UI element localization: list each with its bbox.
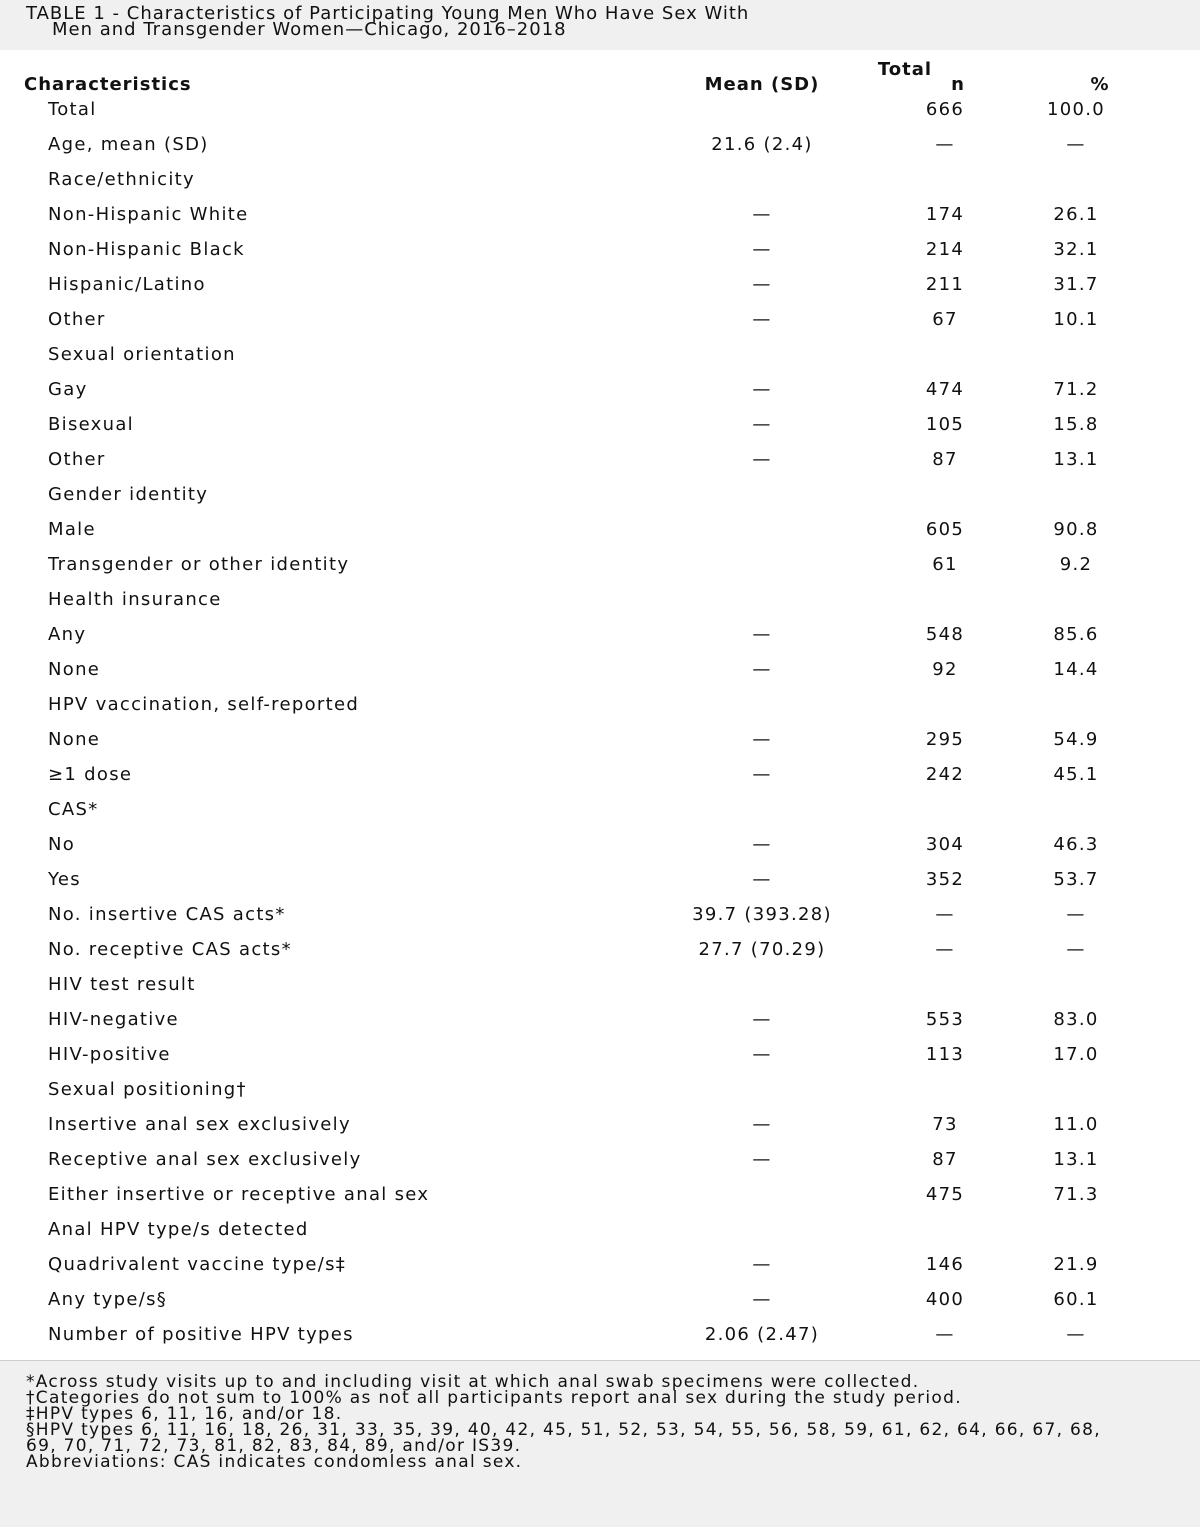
table-row <box>0 169 1200 204</box>
table-row <box>0 204 1200 239</box>
row-n: 304 <box>925 834 965 855</box>
row-n: 113 <box>925 1044 965 1065</box>
row-mean-sd: — <box>752 1114 772 1135</box>
row-pct: 100.0 <box>1046 99 1106 120</box>
row-pct: 10.1 <box>1053 309 1099 330</box>
row-label: Either insertive or receptive anal sex <box>48 1184 430 1205</box>
row-n: 475 <box>925 1184 965 1205</box>
row-label: No. receptive CAS acts* <box>48 939 292 960</box>
table-row <box>0 1149 1200 1184</box>
row-mean-sd: — <box>752 729 772 750</box>
table-row <box>0 1219 1200 1254</box>
row-pct: 71.3 <box>1053 1184 1099 1205</box>
row-mean-sd: — <box>752 239 772 260</box>
table-row <box>0 1289 1200 1324</box>
row-pct: 9.2 <box>1059 554 1093 575</box>
row-n: — <box>935 1324 955 1345</box>
row-pct: — <box>1066 904 1086 925</box>
table-row <box>0 1009 1200 1044</box>
row-label: Any <box>48 624 87 645</box>
row-pct: — <box>1066 134 1086 155</box>
header-total: Total <box>877 59 933 80</box>
row-pct: 13.1 <box>1053 1149 1099 1170</box>
footnote-any-type: §HPV types 6, 11, 16, 18, 26, 31, 33, 35, 39, 40, 42, 45, 51, 52, 53, 54, 55, 56, 58, 59, 61, 62, 64, 66, 67, 68, 69, 70, 71, 72, 73, 81, 82, 83, 84, 89, and/or IS39. <box>26 1420 1101 1456</box>
row-n: 146 <box>925 1254 965 1275</box>
row-n: 605 <box>925 519 965 540</box>
row-n: 666 <box>925 99 965 120</box>
row-mean-sd: — <box>752 1289 772 1310</box>
row-pct: 15.8 <box>1053 414 1099 435</box>
row-label: ≥1 dose <box>48 764 133 785</box>
row-pct: 13.1 <box>1053 449 1099 470</box>
table-row <box>0 694 1200 729</box>
row-n: 553 <box>925 1009 965 1030</box>
header-characteristics: Characteristics <box>24 74 192 95</box>
row-n: 242 <box>925 764 965 785</box>
row-n: — <box>935 939 955 960</box>
row-mean-sd: 21.6 (2.4) <box>711 134 813 155</box>
table-row <box>0 274 1200 309</box>
row-mean-sd: 27.7 (70.29) <box>698 939 826 960</box>
table-row <box>0 659 1200 694</box>
row-mean-sd: — <box>752 274 772 295</box>
row-label: Age, mean (SD) <box>48 134 209 155</box>
row-pct: 45.1 <box>1053 764 1099 785</box>
row-mean-sd: — <box>752 414 772 435</box>
row-label: Other <box>48 449 106 470</box>
table-row <box>0 589 1200 624</box>
row-pct: 90.8 <box>1053 519 1099 540</box>
row-n: 87 <box>932 449 958 470</box>
table-row <box>0 764 1200 799</box>
row-n: 211 <box>925 274 965 295</box>
table-row <box>0 239 1200 274</box>
row-label: HPV vaccination, self-reported <box>48 694 360 715</box>
header-n: n <box>951 74 965 95</box>
table-title-line-2: Men and Transgender Women—Chicago, 2016–2018 <box>52 19 567 40</box>
row-pct: 17.0 <box>1053 1044 1099 1065</box>
table-row <box>0 904 1200 939</box>
table-row <box>0 1114 1200 1149</box>
footnote-cas: *Across study visits up to and including visit at which anal swab specimens were collected. <box>26 1372 920 1392</box>
row-n: 352 <box>925 869 965 890</box>
table-row <box>0 134 1200 169</box>
row-mean-sd: — <box>752 204 772 225</box>
row-pct: 32.1 <box>1053 239 1099 260</box>
row-label: Race/ethnicity <box>48 169 195 190</box>
row-n: 548 <box>925 624 965 645</box>
row-label: Non-Hispanic White <box>48 204 249 225</box>
row-label: Receptive anal sex exclusively <box>48 1149 362 1170</box>
row-label: HIV test result <box>48 974 196 995</box>
row-mean-sd: 2.06 (2.47) <box>704 1324 820 1345</box>
row-label: Health insurance <box>48 589 222 610</box>
row-label: CAS* <box>48 799 99 820</box>
row-label: Gender identity <box>48 484 209 505</box>
row-pct: — <box>1066 939 1086 960</box>
row-pct: 21.9 <box>1053 1254 1099 1275</box>
table-footnotes <box>0 1360 1200 1527</box>
table-row <box>0 834 1200 869</box>
row-mean-sd: — <box>752 764 772 785</box>
row-label: Sexual positioning† <box>48 1079 247 1100</box>
row-label: Transgender or other identity <box>48 554 350 575</box>
row-label: Gay <box>48 379 88 400</box>
row-n: 174 <box>925 204 965 225</box>
row-mean-sd: — <box>752 834 772 855</box>
row-label: Other <box>48 309 106 330</box>
row-mean-sd: — <box>752 869 772 890</box>
row-label: No. insertive CAS acts* <box>48 904 286 925</box>
header-mean-sd: Mean (SD) <box>704 74 820 95</box>
row-pct: 60.1 <box>1053 1289 1099 1310</box>
row-label: Anal HPV type/s detected <box>48 1219 309 1240</box>
row-label: Sexual orientation <box>48 344 236 365</box>
row-label: No <box>48 834 76 855</box>
table-row <box>0 1044 1200 1079</box>
row-pct: 26.1 <box>1053 204 1099 225</box>
row-label: Bisexual <box>48 414 134 435</box>
row-n: 67 <box>932 309 958 330</box>
row-n: — <box>935 904 955 925</box>
row-label: Number of positive HPV types <box>48 1324 354 1345</box>
row-label: Yes <box>48 869 81 890</box>
table-row <box>0 624 1200 659</box>
row-n: 214 <box>925 239 965 260</box>
table-row <box>0 799 1200 834</box>
table-row <box>0 519 1200 554</box>
footnote-abbreviations: Abbreviations: CAS indicates condomless anal sex. <box>26 1452 523 1472</box>
row-mean-sd: — <box>752 309 772 330</box>
table-row <box>0 554 1200 589</box>
row-n: 61 <box>932 554 958 575</box>
row-pct: 85.6 <box>1053 624 1099 645</box>
footnote-positioning: †Categories do not sum to 100% as not all participants report anal sex during the study period. <box>26 1388 962 1408</box>
table-row <box>0 379 1200 414</box>
row-label: HIV-positive <box>48 1044 171 1065</box>
row-n: — <box>935 134 955 155</box>
row-label: Quadrivalent vaccine type/s‡ <box>48 1254 347 1275</box>
table-row <box>0 414 1200 449</box>
row-mean-sd: — <box>752 1009 772 1030</box>
row-pct: — <box>1066 1324 1086 1345</box>
row-pct: 14.4 <box>1053 659 1099 680</box>
row-pct: 46.3 <box>1053 834 1099 855</box>
row-label: Non-Hispanic Black <box>48 239 245 260</box>
table-row <box>0 1184 1200 1219</box>
table-row <box>0 1079 1200 1114</box>
table-row <box>0 869 1200 904</box>
row-label: None <box>48 729 101 750</box>
row-n: 400 <box>925 1289 965 1310</box>
row-mean-sd: — <box>752 379 772 400</box>
row-mean-sd: — <box>752 1149 772 1170</box>
table-row <box>0 974 1200 1009</box>
row-label: Total <box>48 99 97 120</box>
table-row <box>0 939 1200 974</box>
table-row <box>0 449 1200 484</box>
row-label: Insertive anal sex exclusively <box>48 1114 351 1135</box>
row-mean-sd: — <box>752 659 772 680</box>
row-pct: 54.9 <box>1053 729 1099 750</box>
row-label: HIV-negative <box>48 1009 179 1030</box>
table-row <box>0 344 1200 379</box>
row-n: 92 <box>932 659 958 680</box>
row-mean-sd: — <box>752 624 772 645</box>
table-row <box>0 729 1200 764</box>
row-mean-sd: — <box>752 1044 772 1065</box>
table-title-line-1: TABLE 1 - Characteristics of Participating Young Men Who Have Sex With <box>26 3 750 24</box>
row-pct: 53.7 <box>1053 869 1099 890</box>
row-label: Hispanic/Latino <box>48 274 206 295</box>
row-pct: 71.2 <box>1053 379 1099 400</box>
row-n: 474 <box>925 379 965 400</box>
row-n: 105 <box>925 414 965 435</box>
row-n: 73 <box>932 1114 958 1135</box>
row-pct: 11.0 <box>1053 1114 1099 1135</box>
row-mean-sd: — <box>752 449 772 470</box>
footnote-quadrivalent: ‡HPV types 6, 11, 16, and/or 18. <box>26 1404 343 1424</box>
row-pct: 83.0 <box>1053 1009 1099 1030</box>
header-pct: % <box>1090 74 1110 95</box>
row-n: 87 <box>932 1149 958 1170</box>
row-n: 295 <box>925 729 965 750</box>
table-row <box>0 484 1200 519</box>
row-mean-sd: — <box>752 1254 772 1275</box>
table-title <box>0 0 1200 50</box>
row-label: Male <box>48 519 96 540</box>
row-pct: 31.7 <box>1053 274 1099 295</box>
table-row <box>0 309 1200 344</box>
row-label: None <box>48 659 101 680</box>
table-row <box>0 1254 1200 1289</box>
table-row <box>0 1324 1200 1359</box>
row-label: Any type/s§ <box>48 1289 168 1310</box>
row-mean-sd: 39.7 (393.28) <box>692 904 832 925</box>
table-row <box>0 99 1200 134</box>
